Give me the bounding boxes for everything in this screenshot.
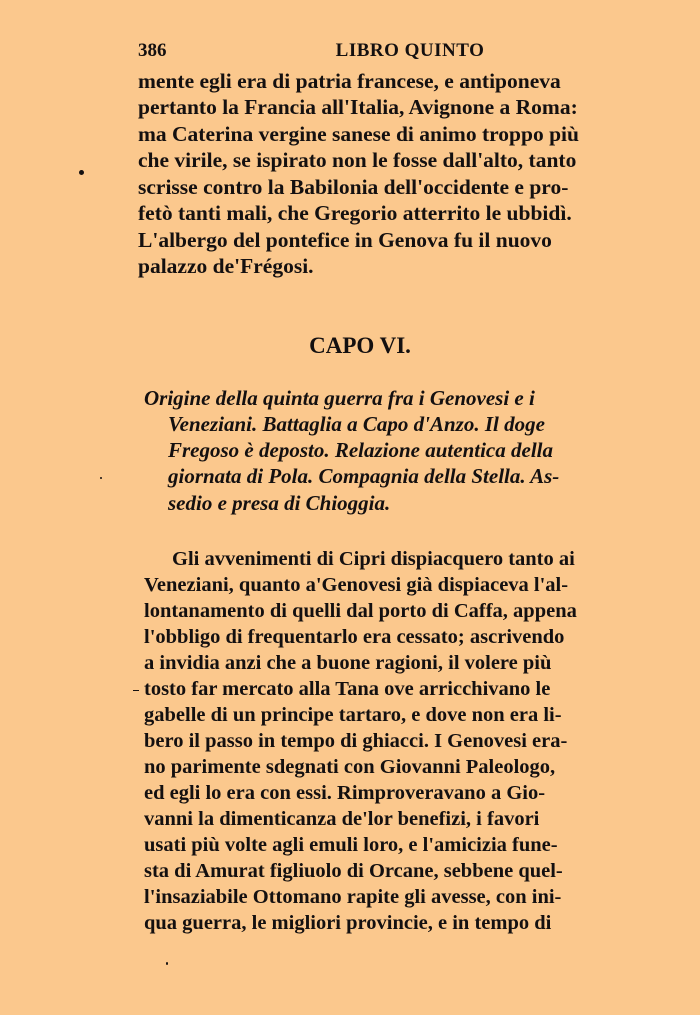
text-line: fetò tanti mali, che Gregorio atterrito le ubbidì. <box>138 201 572 225</box>
text-line: no parimente sdegnati con Giovanni Paleologo, <box>144 756 556 778</box>
text-line: mente egli era di patria francese, e antiponeva <box>138 69 561 93</box>
text-line: usati più volte agli emuli loro, e l'amicizia fune- <box>144 834 558 856</box>
text-line: Gli avvenimenti di Cipri dispiacquero tanto ai <box>172 548 575 570</box>
text-line: ed egli lo era con essi. Rimproveravano a Gio- <box>144 782 546 804</box>
running-title: LIBRO QUINTO <box>335 40 485 61</box>
text-line: l'obbligo di frequentarlo era cessato; ascrivendo <box>144 626 565 648</box>
text-line: bero il passo in tempo di ghiacci. I Genovesi era- <box>144 730 568 752</box>
page-number: 386 <box>138 40 167 61</box>
ink-speck <box>100 477 102 479</box>
text-line: ma Caterina vergine sanese di animo troppo più <box>138 122 579 146</box>
ink-speck <box>79 170 84 175</box>
chapter-title: CAPO VI. <box>309 333 411 358</box>
text-line: che virile, se ispirato non le fosse dall'alto, tanto <box>138 148 577 172</box>
text-line: vanni la dimenticanza de'lor benefizi, i favori <box>144 808 540 830</box>
page-header <box>138 40 662 70</box>
summary-line: giornata di Pola. Compagnia della Stella. As- <box>168 464 560 488</box>
summary-line: sedio e presa di Chioggia. <box>168 491 391 515</box>
text-line: lontanamento di quelli dal porto di Caffa, appena <box>144 600 577 622</box>
text-line: L'albergo del pontefice in Genova fu il nuovo <box>138 228 552 252</box>
ink-speck <box>166 962 168 965</box>
text-line: palazzo de'Frégosi. <box>138 254 314 278</box>
text-line: qua guerra, le migliori provincie, e in tempo di <box>144 912 552 934</box>
text-line: a invidia anzi che a buone ragioni, il volere più <box>144 652 552 674</box>
text-line: scrisse contro la Babilonia dell'occidente e pro- <box>138 175 569 199</box>
summary-line: Veneziani. Battaglia a Capo d'Anzo. Il doge <box>168 412 545 436</box>
summary-line: Origine della quinta guerra fra i Genovesi e i <box>144 386 535 410</box>
ink-speck <box>133 690 139 691</box>
summary-line: Fregoso è deposto. Relazione autentica della <box>168 438 553 462</box>
text-line: l'insaziabile Ottomano rapite gli avesse, con ini- <box>144 886 562 908</box>
text-line: Veneziani, quanto a'Genovesi già dispiaceva l'al- <box>144 574 569 596</box>
text-line: tosto far mercato alla Tana ove arricchivano le <box>144 678 551 700</box>
text-line: sta di Amurat figliuolo di Orcane, sebbene quel- <box>144 860 563 882</box>
text-line: gabelle di un principe tartaro, e dove non era li- <box>144 704 562 726</box>
text-line: pertanto la Francia all'Italia, Avignone a Roma: <box>138 95 578 119</box>
